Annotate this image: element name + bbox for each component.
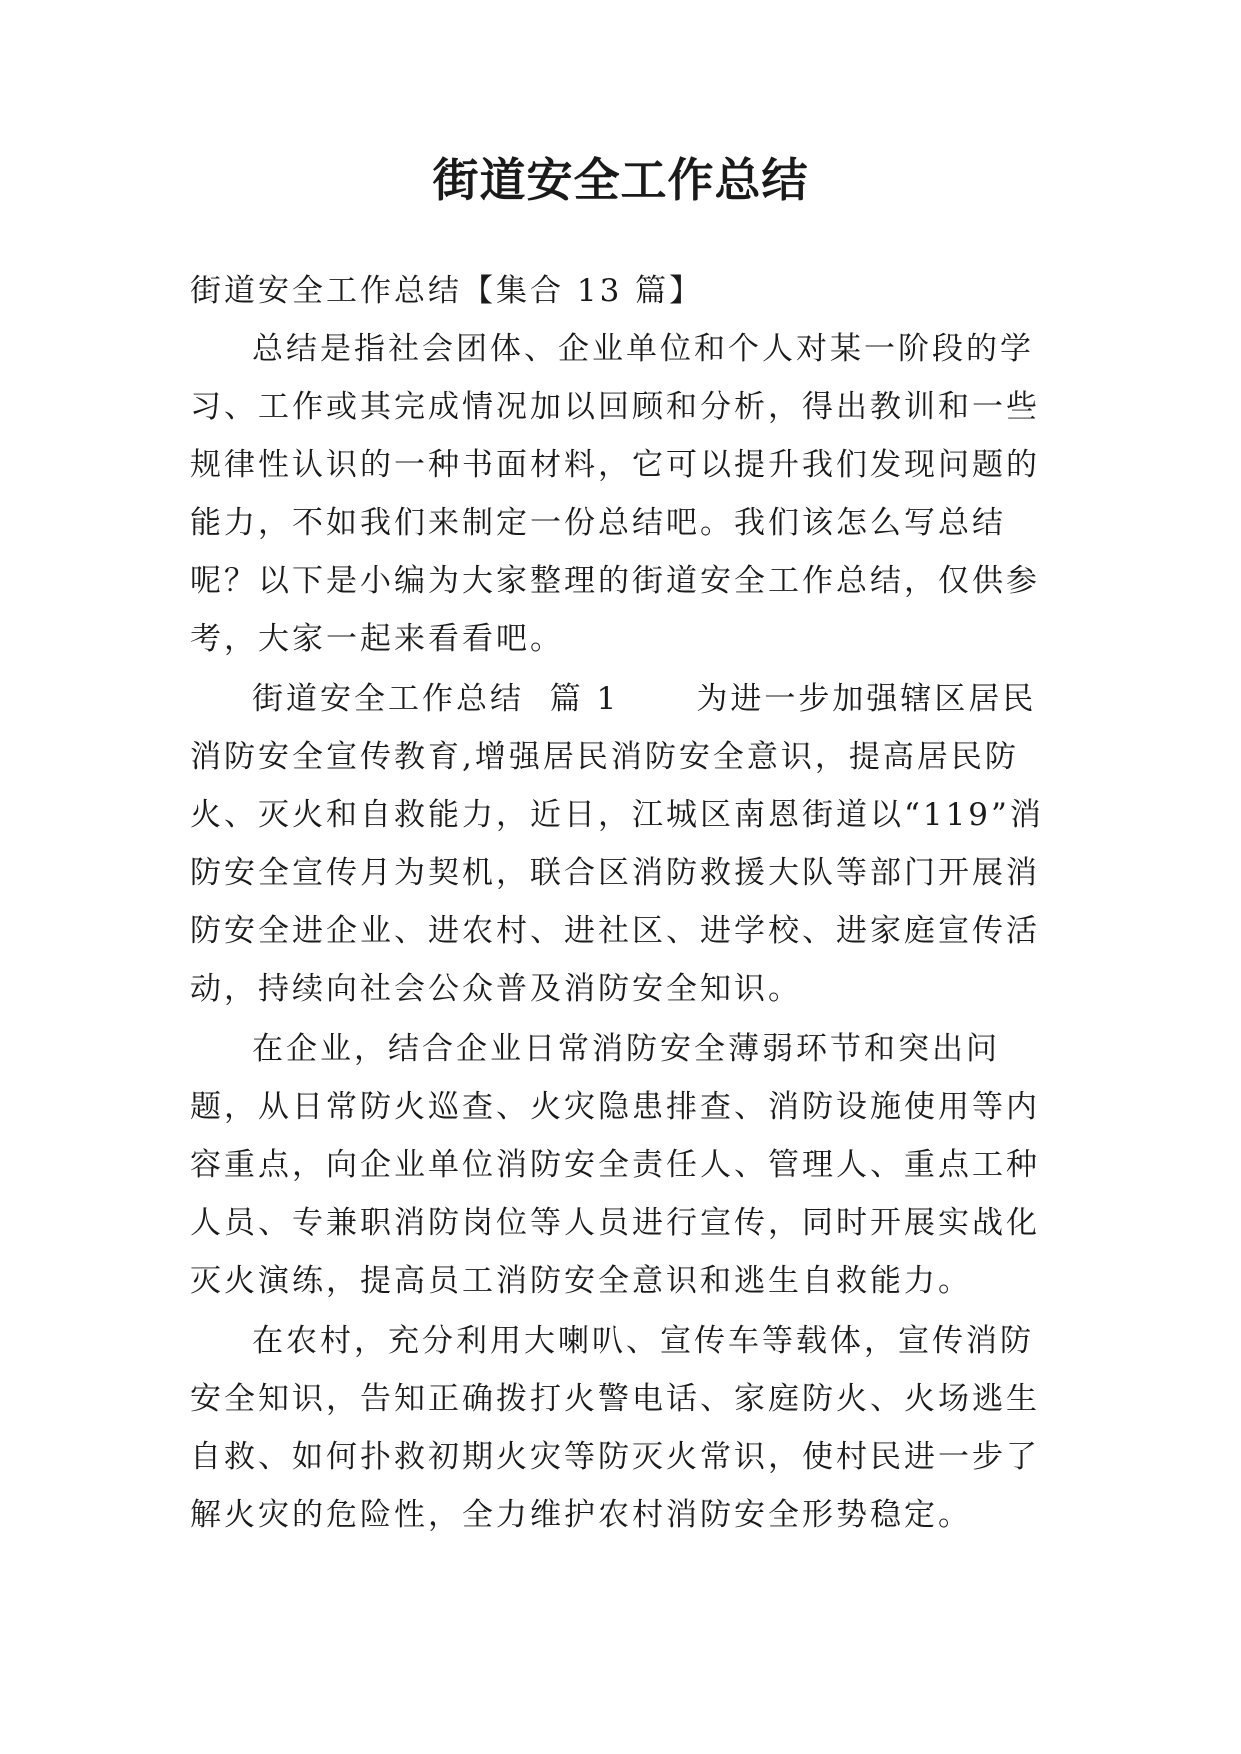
paragraph-rural: 在农村，充分利用大喇叭、宣传车等载体，宣传消防安全知识，告知正确拨打火警电话、家庭防火、火场逃生自救、如何扑救初期火灾等防灭火常识，使村民进一步了解火灾的危险性，全力维护农村消防安全形势稳定。 bbox=[190, 1323, 1040, 1533]
document-body bbox=[190, 262, 1060, 1544]
paragraph-section-1: 街道安全工作总结 篇 1 为进一步加强辖区居民消防安全宣传教育,增强居民消防安全意识，提高居民防火、灭火和自救能力，近日，江城区南恩街道以“119”消防安全宣传月为契机，联合区消防救援大队等部门开展消防安全进企业、进农村、进社区、进学校、进家庭宣传活动，持续向社会公众普及消防安全知识。 bbox=[190, 681, 1044, 1007]
document-title: 街道安全工作总结 bbox=[432, 153, 809, 207]
document-subtitle: 街道安全工作总结【集合 13 篇】 bbox=[190, 273, 704, 309]
paragraph-intro: 总结是指社会团体、企业单位和个人对某一阶段的学习、工作或其完成情况加以回顾和分析，得出教训和一些规律性认识的一种书面材料，它可以提升我们发现问题的能力，不如我们来制定一份总结吧。我们该怎么写总结呢？以下是小编为大家整理的街道安全工作总结，仅供参考，大家一起来看看吧。 bbox=[190, 331, 1040, 657]
paragraph-enterprise: 在企业，结合企业日常消防安全薄弱环节和突出问题，从日常防火巡查、火灾隐患排查、消防设施使用等内容重点，向企业单位消防安全责任人、管理人、重点工种人员、专兼职消防岗位等人员进行宣传，同时开展实战化灭火演练，提高员工消防安全意识和逃生自救能力。 bbox=[190, 1031, 1040, 1299]
